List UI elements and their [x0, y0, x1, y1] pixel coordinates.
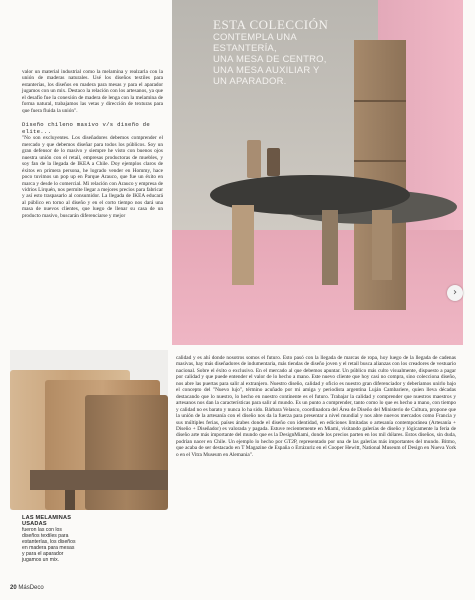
section-subhead: Diseño chileno masivo v/s diseño de elite... — [22, 121, 150, 135]
hero-overlay-text — [213, 18, 343, 87]
photo-table-leg — [372, 210, 392, 280]
caption-text: fueron las con los diseños textiles para estanterías, los diseños en madera para mesas y para el aparador jugamos un mix. — [22, 527, 76, 563]
left-column — [22, 69, 163, 219]
chevron-right-icon: › — [453, 287, 457, 298]
image-caption — [22, 515, 77, 563]
left-para-1: valor un material industrial como la melamina y realzarla con la unión de maderas naturales. Usé los diseños textiles para estanterías, los diseños en madera para mesas y para el aparador jugamos con un mix. Destaco la relación con los artesanos, ya que el desafío fue la conexión de madera de lenga con la melamina de forma natural, trabajamos las vetas y dirección de texturas para que fuera fluida la unión". — [22, 69, 163, 114]
photo-table-leg — [232, 205, 254, 285]
photo-vase — [267, 148, 280, 176]
hero-title: ESTA COLECCIÓN — [213, 17, 329, 32]
hero-line: ESTANTERÍA, — [213, 43, 277, 54]
page-number: 20 — [10, 585, 17, 591]
magazine-name: MásDeco — [18, 585, 44, 591]
photo-floor — [172, 230, 463, 345]
hero-line: UNA MESA DE CENTRO, — [213, 54, 327, 65]
photo-table-leg — [322, 210, 338, 285]
hero-line: UN APARADOR. — [213, 76, 287, 87]
wood-samples-photo — [10, 350, 168, 510]
left-para-2: "No son excluyentes. Los diseñadores debemos comprender el mercado y que debemos diseñar para todos los públicos. Soy un gran defensor de lo masivo y siempre he visto con buenos ojos nuestra unión con el retail, empresas productoras de muebles, y soy fan de la llegada de IKEA a Chile. Doy ejemplos claros de éxitos en primera persona, he logrado vender en Hommy, hace poco tuvimos un pop up en Parque Arauco, que fue un éxito en marca y desde lo comercial. Mi relación con Arauco y empresa de vidrios Lirquén, nos permite llegar a mejores precios para fabricar y así esto traspasarlo al consumidor. La llegada de IKEA educará al público en torno al diseño y en el corto tiempo nos dará una masa de nuevos clientes, que luego de llenar su casa de un producto masivo, buscarán diferenciarse y mejor — [22, 135, 163, 219]
photo-stool-leg — [65, 490, 75, 510]
right-para: calidad y es ahí donde nosotros somos el futuro. Esto pasó con la llegada de marcas de ropa, hoy luego de la llegada de cadenas masivas, hay más diseñadores de indumentaria, más tiendas de diseño joven y el retail busca alianzas con los creadores de vestuario nacional. Sobre el éxito o exclusivo. En el mercado al que debemos apuntar. Un público más culto visualmente, dispuesto a pagar por calidad y que puede entender el valor de lo hecho a mano. Este nuevo cliente que hoy casi no compra, sino colecciona diseño, nos abre las puertas para salir al extranjero. Nuestro diseño, calidad y oficio es nuestro gran diferenciador y deberíamos unirlo bajo el concepto del "Nuevo lujo", término acuñado por mi amiga y periodista argentina Luján Cambariere, quien lleva décadas destacando que lo nuestro, lo hecho en nuestro continente es el futuro. Trabajar la calidad y comprender que nuestros maestros y artesanos nos dan la características para salir al mundo. Es un punto a comprender, tanto como lo que es hecho a mano, con tiempo y calidad no es barato y nunca lo ha sido. Bárbara Velasco, coordinadora del Área de Diseño del Ministerio de Cultura, propone que la unión de la artesanía con el diseño nos da la fuerza para presentar a nivel mundial y nos abre nuevos mercados como Francia y sus múltiples ferias, países árabes donde el diseño con identidad, en ediciones limitadas o artesanía contemporánea (Artesanía + Diseño + Diseñador) es valorada y pagada. Estuve recientemente en Miami, visitando galerías de diseño y lógicamente la feria de diseño arte más importante del mundo que es la DesignMiami, donde los precios parten en los mil dólares. Estos diseños, sin duda, podrían nacer en Chile. Un ejemplo lo hecho por GT2P, representado por una de las galerías más importantes del mundo. Bitmo, que acaba de ser destacado en T Magazine de España o Errázuriz en el Cooper Hewitt, National Museum of Design en Nueva York o en el Vitra Museum en Alemania". — [176, 355, 456, 458]
photo-stool-top — [30, 470, 168, 490]
page-footer — [10, 585, 44, 591]
hero-line: CONTEMPLA UNA — [213, 32, 297, 43]
caption-title: LAS MELAMINAS USADAS — [22, 515, 72, 527]
right-column — [176, 355, 456, 458]
photo-wood-panel — [85, 395, 168, 510]
next-slide-button[interactable] — [447, 285, 463, 301]
photo-vase — [247, 140, 261, 178]
hero-line: UNA MESA AUXILIAR Y — [213, 65, 320, 76]
